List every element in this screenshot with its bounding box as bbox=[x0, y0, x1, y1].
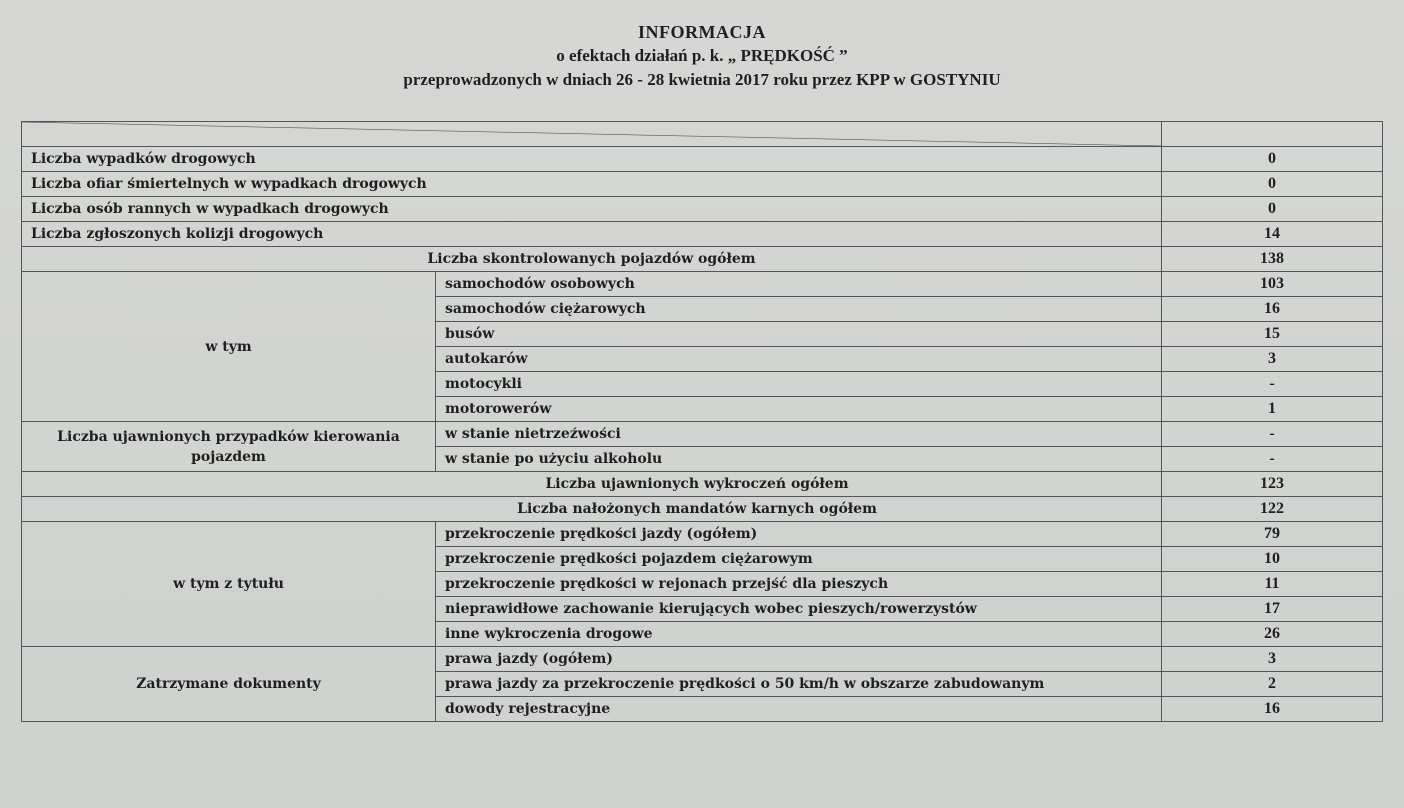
row-value: 26 bbox=[1162, 622, 1383, 647]
document-subtitle: o efektach działań p. k. „ PRĘDKOŚĆ ” bbox=[556, 46, 848, 65]
row-label: motorowerów bbox=[436, 397, 1162, 422]
row-value: 16 bbox=[1162, 697, 1383, 722]
row-value: 0 bbox=[1162, 172, 1383, 197]
row-label: samochodów osobowych bbox=[436, 272, 1162, 297]
row-label: Liczba wypadków drogowych bbox=[22, 147, 1162, 172]
table-row bbox=[22, 272, 1383, 297]
statistics-table bbox=[21, 121, 1383, 722]
row-label: przekroczenie prędkości w rejonach przejść dla pieszych bbox=[436, 572, 1162, 597]
row-value: 138 bbox=[1162, 247, 1383, 272]
table-row bbox=[22, 522, 1383, 547]
row-value: 103 bbox=[1162, 272, 1383, 297]
row-value: 10 bbox=[1162, 547, 1383, 572]
drunk-group-label: Liczba ujawnionych przypadków kierowania pojazdem bbox=[22, 422, 436, 472]
row-value: 1 bbox=[1162, 397, 1383, 422]
row-label: inne wykroczenia drogowe bbox=[436, 622, 1162, 647]
row-label: Liczba osób rannych w wypadkach drogowych bbox=[22, 197, 1162, 222]
offences-total-row bbox=[22, 472, 1383, 497]
row-label: Liczba nałożonych mandatów karnych ogółem bbox=[22, 497, 1162, 522]
row-label: prawa jazdy (ogółem) bbox=[436, 647, 1162, 672]
row-label: busów bbox=[436, 322, 1162, 347]
diagonal-line bbox=[22, 122, 1161, 146]
row-value: 0 bbox=[1162, 147, 1383, 172]
row-value: 79 bbox=[1162, 522, 1383, 547]
table-row bbox=[22, 197, 1383, 222]
row-value: 3 bbox=[1162, 647, 1383, 672]
table-row bbox=[22, 222, 1383, 247]
row-label: w stanie po użyciu alkoholu bbox=[436, 447, 1162, 472]
tickets-total-row bbox=[22, 497, 1383, 522]
documents-group-label: Zatrzymane dokumenty bbox=[22, 647, 436, 722]
document-header bbox=[0, 20, 1404, 92]
row-value: 122 bbox=[1162, 497, 1383, 522]
table-row bbox=[22, 422, 1383, 447]
vehicles-group-label: w tym bbox=[22, 272, 436, 422]
row-label: przekroczenie prędkości pojazdem ciężarowym bbox=[436, 547, 1162, 572]
row-label: dowody rejestracyjne bbox=[436, 697, 1162, 722]
row-label: samochodów ciężarowych bbox=[436, 297, 1162, 322]
row-value: - bbox=[1162, 447, 1383, 472]
row-value: 123 bbox=[1162, 472, 1383, 497]
row-label: motocykli bbox=[436, 372, 1162, 397]
document-title: INFORMACJA bbox=[638, 22, 766, 42]
row-label: w stanie nietrzeźwości bbox=[436, 422, 1162, 447]
document-period: przeprowadzonych w dniach 26 - 28 kwietnia 2017 roku przez KPP w GOSTYNIU bbox=[403, 70, 1001, 89]
row-label: nieprawidłowe zachowanie kierujących wobec pieszych/rowerzystów bbox=[436, 597, 1162, 622]
table-row bbox=[22, 647, 1383, 672]
row-value: 2 bbox=[1162, 672, 1383, 697]
row-value: 14 bbox=[1162, 222, 1383, 247]
table-row bbox=[22, 172, 1383, 197]
row-label: Liczba ujawnionych wykroczeń ogółem bbox=[22, 472, 1162, 497]
row-value: 16 bbox=[1162, 297, 1383, 322]
row-value: 15 bbox=[1162, 322, 1383, 347]
row-value: - bbox=[1162, 372, 1383, 397]
row-value: 0 bbox=[1162, 197, 1383, 222]
table-row bbox=[22, 147, 1383, 172]
tickets-group-label: w tym z tytułu bbox=[22, 522, 436, 647]
row-label: Liczba skontrolowanych pojazdów ogółem bbox=[22, 247, 1162, 272]
row-value: - bbox=[1162, 422, 1383, 447]
row-label: prawa jazdy za przekroczenie prędkości o 50 km/h w obszarze zabudowanym bbox=[436, 672, 1162, 697]
row-value: 3 bbox=[1162, 347, 1383, 372]
row-label: autokarów bbox=[436, 347, 1162, 372]
diagonal-header-cell bbox=[22, 122, 1162, 147]
row-label: Liczba zgłoszonych kolizji drogowych bbox=[22, 222, 1162, 247]
table-header-row bbox=[22, 122, 1383, 147]
row-label: przekroczenie prędkości jazdy (ogółem) bbox=[436, 522, 1162, 547]
row-value: 17 bbox=[1162, 597, 1383, 622]
vehicles-total-row bbox=[22, 247, 1383, 272]
row-label: Liczba ofiar śmiertelnych w wypadkach drogowych bbox=[22, 172, 1162, 197]
row-value: 11 bbox=[1162, 572, 1383, 597]
header-value-cell bbox=[1162, 122, 1383, 147]
